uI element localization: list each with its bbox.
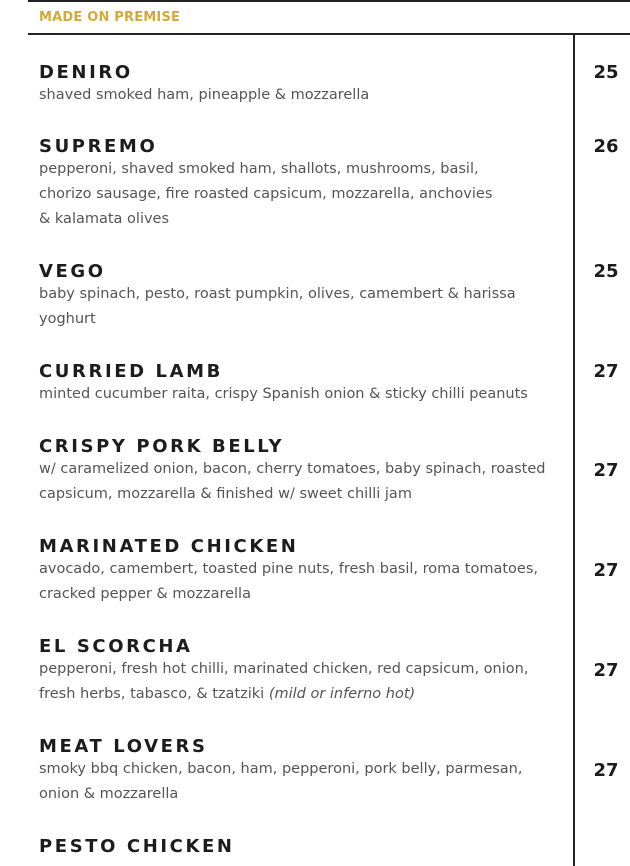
description-line: onion & mozzarella bbox=[39, 786, 179, 802]
description-line: w/ caramelized onion, bacon, cherry tomatoes, baby spinach, roasted bbox=[39, 461, 546, 477]
item-name: MEAT LOVERS bbox=[39, 736, 208, 757]
item-price: 25 bbox=[593, 62, 619, 83]
item-name: DENIRO bbox=[39, 62, 133, 83]
description-line: capsicum, mozzarella & finished w/ sweet chilli jam bbox=[39, 486, 412, 502]
item-description bbox=[39, 157, 492, 232]
description-line: chorizo sausage, fire roasted capsicum, mozzarella, anchovies bbox=[39, 186, 493, 202]
item-name: PESTO CHICKEN bbox=[39, 836, 235, 857]
item-price: 27 bbox=[593, 660, 619, 681]
description-line: pepperoni, fresh hot chilli, marinated chicken, red capsicum, onion, bbox=[39, 661, 529, 677]
description-line: pepperoni, shaved smoked ham, shallots, mushrooms, basil, bbox=[39, 161, 479, 177]
top-rule bbox=[28, 0, 630, 2]
item-name: CRISPY PORK BELLY bbox=[39, 436, 285, 457]
item-price: 26 bbox=[593, 136, 619, 157]
item-name: MARINATED CHICKEN bbox=[39, 536, 299, 557]
item-name: EL SCORCHA bbox=[39, 636, 193, 657]
description-line: baby spinach, pesto, roast pumpkin, olives, camembert & harissa bbox=[39, 286, 516, 302]
header-rule bbox=[28, 33, 630, 35]
price-column-divider bbox=[573, 33, 575, 866]
heat-level-note: (mild or inferno hot) bbox=[268, 686, 416, 702]
item-description bbox=[39, 557, 538, 607]
description-line: fresh herbs, tabasco, & tzatziki bbox=[39, 686, 265, 702]
item-description bbox=[39, 757, 522, 807]
item-price: 27 bbox=[593, 760, 619, 781]
item-description bbox=[39, 282, 516, 332]
item-description bbox=[39, 83, 369, 108]
description-line: & kalamata olives bbox=[39, 211, 170, 227]
item-price: 27 bbox=[593, 460, 619, 481]
description-line: yoghurt bbox=[39, 311, 96, 327]
item-price: 27 bbox=[593, 560, 619, 581]
item-description bbox=[39, 382, 528, 407]
item-name: SUPREMO bbox=[39, 136, 158, 157]
description-line: smoky bbq chicken, bacon, ham, pepperoni, pork belly, parmesan, bbox=[39, 761, 523, 777]
item-name: CURRIED LAMB bbox=[39, 361, 223, 382]
description-line: shaved smoked ham, pineapple & mozzarella bbox=[39, 87, 370, 103]
description-line: avocado, camembert, toasted pine nuts, fresh basil, roma tomatoes, bbox=[39, 561, 538, 577]
item-price: 27 bbox=[593, 361, 619, 382]
item-description bbox=[39, 457, 545, 507]
description-line: minted cucumber raita, crispy Spanish onion & sticky chilli peanuts bbox=[39, 386, 528, 402]
description-line: cracked pepper & mozzarella bbox=[39, 586, 251, 602]
section-label: MADE ON PREMISE bbox=[39, 10, 181, 25]
item-name: VEGO bbox=[39, 261, 106, 282]
item-description bbox=[39, 657, 528, 707]
item-price: 25 bbox=[593, 261, 619, 282]
